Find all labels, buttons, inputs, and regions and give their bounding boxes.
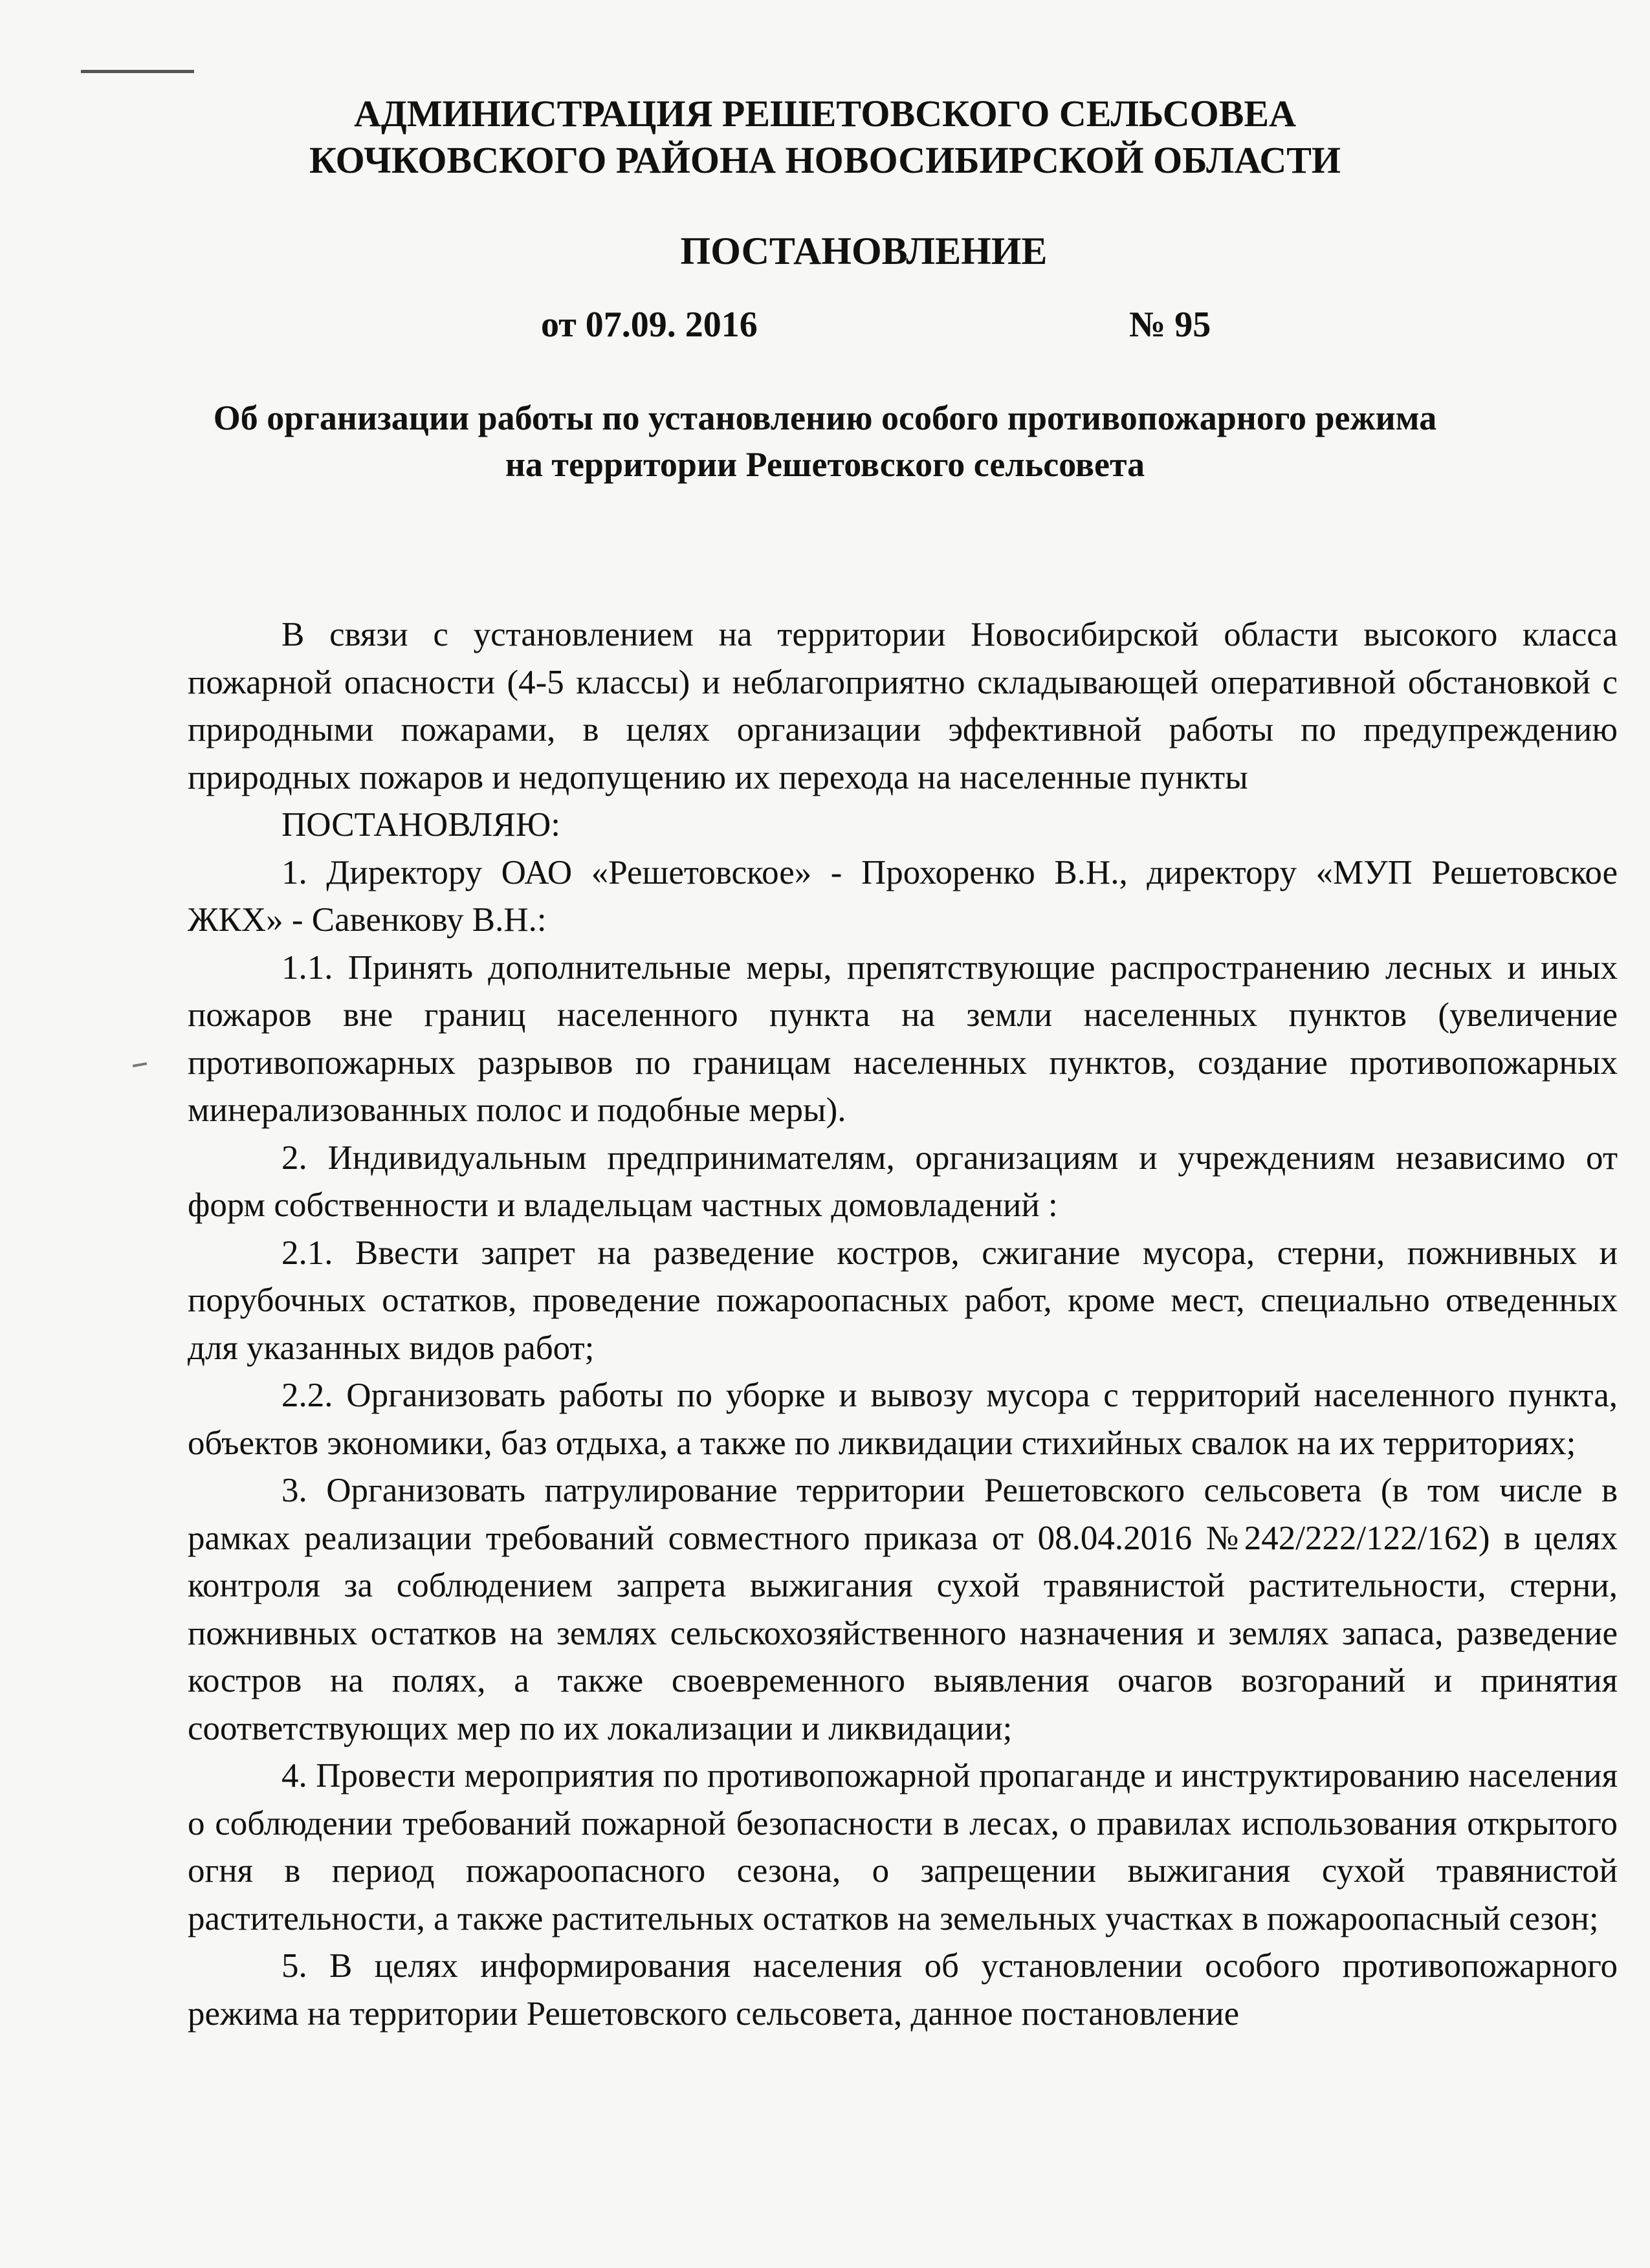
- scan-edge-mark: [81, 70, 194, 73]
- clause-3: 3. Организовать патрулирование территории Решетовского сельсовета (в том числе в рамках реализации требований совместного приказа от 08.04.2016 №242/222/122/162) в целях контроля за соблюдением запрета выжигания сухой травянистой растительности, стерни, пожнивных остатков на землях сельскохозяйственного назначения и землях запаса, разведение костров на полях, а также своевременного выявления очагов возгораний и принятия соответствующих мер по их локализации и ликвидации;: [188, 1472, 1618, 1747]
- administration-title-line2: КОЧКОВСКОГО РАЙОНА НОВОСИБИРСКОЙ ОБЛАСТИ: [309, 139, 1341, 181]
- decree-heading: ПОСТАНОВЛЯЮ:: [281, 806, 560, 844]
- document-body: [188, 611, 1618, 2038]
- clause-2-2: 2.2. Организовать работы по уборке и вывозу мусора с территорий населенного пункта, объектов экономики, баз отдыха, а также по ликвидации стихийных свалок на их территориях;: [188, 1377, 1618, 1462]
- scan-margin-mark: [133, 1062, 147, 1067]
- document-type: ПОСТАНОВЛЕНИЕ: [680, 230, 1048, 272]
- administration-title-line1: АДМИНИСТРАЦИЯ РЕШЕТОВСКОГО СЕЛЬСОВЕА: [353, 93, 1297, 135]
- clause-5: 5. В целях информирования населения об установлении особого противопожарного режима на территории Решетовского сельсовета, данное постановление: [188, 1947, 1618, 2033]
- clause-2-1: 2.1. Ввести запрет на разведение костров, сжигание мусора, стерни, пожнивных и порубочных остатков, проведение пожароопасных работ, кроме мест, специально отведенных для указанных видов работ;: [188, 1234, 1618, 1367]
- subject-line2: на территории Решетовского сельсовета: [505, 445, 1145, 484]
- intro-paragraph: В связи с установлением на территории Новосибирской области высокого класса пожарной опасности (4-5 классы) и неблагоприятно складывающей оперативной обстановкой с природными пожарами, в целях организации эффективной работы по предупреждению природных пожаров и недопущению их перехода на населенные пункты: [188, 616, 1618, 796]
- document-date: от 07.09. 2016: [541, 305, 758, 345]
- clause-1: 1. Директору ОАО «Решетовское» - Прохоренко В.Н., директору «МУП Решетовское ЖКХ» - Савенкову В.Н.:: [188, 853, 1618, 939]
- clause-1-1: 1.1. Принять дополнительные меры, препятствующие распространению лесных и иных пожаров вне границ населенного пункта на земли населенных пунктов (увеличение противопожарных разрывов по границам населенных пунктов, создание противопожарных минерализованных полос и подобные меры).: [188, 948, 1618, 1129]
- subject-line1: Об организации работы по установлению особого противопожарного режима: [213, 398, 1437, 437]
- clause-2: 2. Индивидуальным предпринимателям, организациям и учреждениям независимо от форм собственности и владельцам частных домовладений :: [188, 1139, 1618, 1224]
- clause-4: 4. Провести мероприятия по противопожарной пропаганде и инструктированию населения о соблюдении требований пожарной безопасности в лесах, о правилах использования открытого огня в период пожароопасного сезона, о запрещении выжигания сухой травянистой растительности, а также растительных остатков на земельных участках в пожароопасный сезон;: [188, 1757, 1618, 1937]
- document-number: № 95: [1129, 305, 1211, 345]
